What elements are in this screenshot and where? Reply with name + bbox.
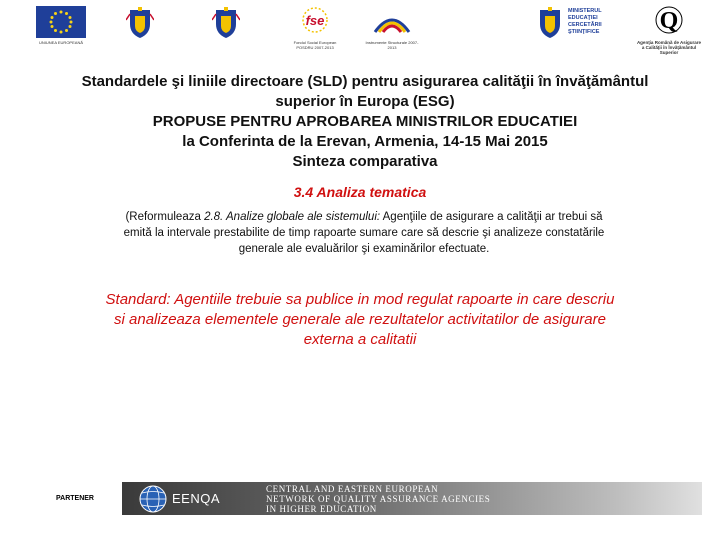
enqa-line-2: NETWORK OF QUALITY ASSURANCE AGENCIES: [266, 493, 491, 504]
logo-row: [0, 0, 720, 75]
enqa-banner: [122, 482, 702, 515]
partner-label: PARTENER: [56, 495, 94, 502]
eu-caption: UNIUNEA EUROPEANĂ: [38, 40, 83, 45]
reform-text: Agenţiile de asigurare a calităţii ar trebui să emită la intervale prestabilite de timp rapoarte sumare care să descrie şi analizeze constatările generale ale evaluărilor şi examinărilor efectuate.: [123, 211, 605, 255]
title-line-4: la Conferinta de la Erevan, Armenia, 14-15 Mai 2015: [182, 133, 548, 150]
crest-icon: [536, 6, 564, 40]
enqa-text: [266, 484, 490, 514]
title-line-2: superior în Europa (ESG): [275, 93, 455, 110]
fse-emblem-icon: [295, 6, 335, 38]
aracis-mark: Q: [659, 8, 679, 34]
eu-flag-icon: [36, 6, 86, 38]
reform-italic: 2.8. Analize globale ale sistemului:: [204, 211, 381, 223]
is-logo: [362, 6, 422, 50]
government-logo: [126, 6, 154, 40]
globe-icon: [136, 484, 170, 514]
page-title: [40, 72, 690, 172]
government-logo-2: [212, 6, 240, 40]
enqa-line-1: CENTRAL AND EASTERN EUROPEAN: [266, 483, 439, 494]
is-caption: Instrumente Structurale 2007-2013: [365, 40, 419, 50]
title-line-3: PROPUSE PENTRU APROBAREA MINISTRILOR EDUCATIEI: [152, 113, 578, 130]
eu-logo: [36, 6, 86, 45]
enqa-brand: EENQA: [172, 491, 221, 506]
structural-instruments-icon: [369, 6, 415, 38]
enqa-line-3: IN HIGHER EDUCATION: [266, 503, 377, 514]
aracis-logo: [636, 4, 702, 55]
reform-prefix: (Reformuleaza: [125, 211, 205, 223]
crest-icon: [212, 6, 240, 40]
standard-statement: Standard: Agentiile trebuie sa publice in mod regulat rapoarte in care descriu si analizeaza elementele generale ale rezultatelor activitatilor de asigurare externa a calitatii: [105, 291, 615, 348]
aracis-q-icon: [653, 4, 685, 38]
fse-caption: Fondul Social European POSDRU 2007-2013: [293, 40, 337, 50]
ministry-logo: [536, 6, 564, 40]
title-line-5: Sinteza comparativa: [292, 153, 438, 170]
section-heading: 3.4 Analiza tematica: [293, 184, 427, 200]
title-line-1: Standardele şi liniile directoare (SLD) pentru asigurarea calităţii în învăţământul: [81, 73, 649, 90]
crest-icon: [126, 6, 154, 40]
ministry-caption: MINISTERUL EDUCAŢIEI CERCETĂRII ŞTIINŢIFICE: [568, 8, 602, 35]
fse-mark: fse: [305, 13, 325, 28]
reform-paragraph: [110, 209, 618, 257]
aracis-caption: Agenţia Română de Asigurare a Calităţii în Învăţământul Superior: [636, 40, 702, 55]
fse-logo: [290, 6, 340, 50]
